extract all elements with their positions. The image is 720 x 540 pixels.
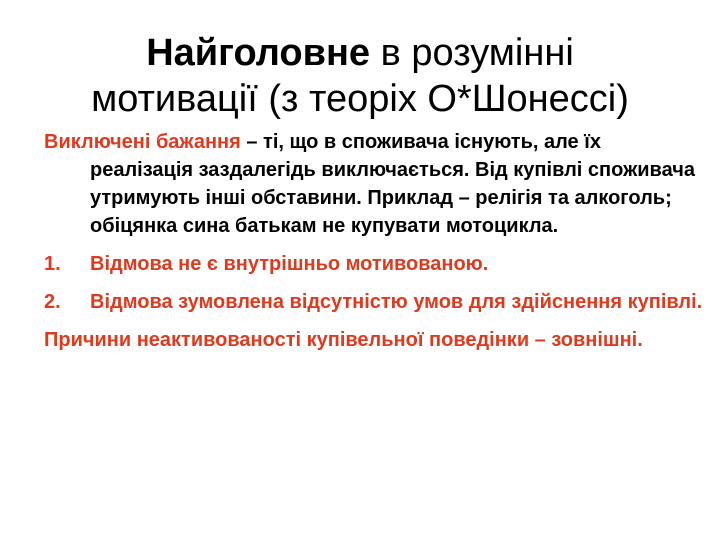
title-line-2: мотивації (з теоріх О*Шонессі): [91, 78, 629, 120]
list-number-1: 1.: [44, 253, 61, 275]
slide-body: [44, 128, 704, 364]
paragraph-excluded-desires: [44, 128, 704, 240]
title-line-1-rest: в розумінні: [370, 32, 574, 74]
list-text-2: Відмова зумовлена відсутністю умов для здійснення купівлі.: [90, 291, 703, 313]
slide-title: [0, 30, 720, 122]
definition-text: – ті, що в споживача існують, але їх реалізація заздалегідь виключається. Від купівлі споживача утримують інші обставини. Приклад – релігія та алкоголь; обіцянка сина батькам не купувати мотоцикла.: [90, 131, 695, 237]
list-item-2: [44, 288, 704, 316]
term-excluded-desires: Виключені бажання: [44, 131, 241, 153]
title-line-1: [0, 30, 720, 76]
paragraph-external-causes: Причини неактивованості купівельної поведінки – зовнішні.: [44, 329, 643, 351]
list-number-2: 2.: [44, 291, 61, 313]
title-bold: Найголовне: [146, 32, 371, 74]
list-item-1: [44, 250, 704, 278]
list-text-1: Відмова не є внутрішньо мотивованою.: [90, 253, 489, 275]
